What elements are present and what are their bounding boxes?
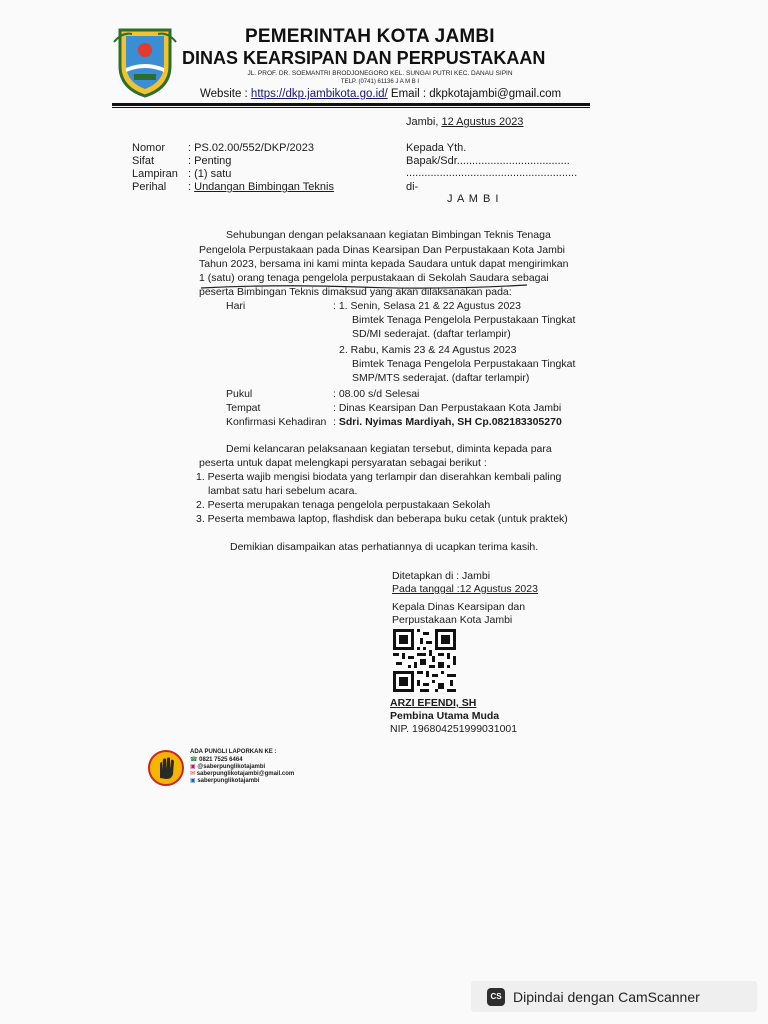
hari-item1: : 1. Senin, Selasa 21 & 22 Agustus 2023 [333, 300, 521, 312]
body-p1-line3: Tahun 2023, bersama ini kami minta kepada Saudara untuk dapat mengirimkan [199, 258, 569, 270]
signer-name: ARZI EFENDI, SH [390, 697, 477, 709]
hari-label: Hari [226, 300, 246, 312]
header-government: PEMERINTAH KOTA JAMBI [245, 26, 495, 47]
recipient-line3: ........................................................ [406, 167, 578, 179]
instagram-icon: ▣ [190, 764, 196, 770]
body-p2-line2: peserta untuk dapat melengkapi persyaratan sebagai berikut : [199, 457, 487, 469]
pungli-email: saberpunglikotajambi@gmail.com [196, 771, 295, 777]
phone-icon: ☎ [190, 757, 198, 763]
recipient-city: J A M B I [447, 193, 500, 205]
header-contact [200, 88, 561, 100]
pungli-hand-icon [148, 750, 184, 786]
sign-kepala-line1: Kepala Dinas Kearsipan dan [392, 601, 526, 613]
facebook-icon: ▣ [190, 778, 196, 784]
body-p1-line5: peserta Bimbingan Teknis dimaksud yang akan dilaksanakan pada: [199, 286, 512, 298]
letter-date [406, 116, 523, 128]
requirement-3: 3. Peserta membawa laptop, flashdisk dan beberapa buku cetak (untuk praktek) [196, 513, 568, 525]
pukul-value: : 08.00 s/d Selesai [333, 388, 420, 400]
email-label: Email : [387, 88, 430, 100]
qr-code-icon [393, 629, 456, 692]
requirement-2: 2. Peserta merupakan tenaga pengelola perpustakaan Sekolah [196, 499, 491, 511]
signer-nip: NIP. 196804251999031001 [390, 723, 518, 735]
pungli-facebook: saberpunglikotajambi [197, 778, 260, 784]
meta-nomor-value: : PS.02.00/552/DKP/2023 [188, 142, 314, 154]
camscanner-text: Dipindai dengan CamScanner [513, 988, 700, 1005]
hari-item1-desc1: Bimtek Tenaga Pengelola Perpustakaan Tingkat [352, 314, 576, 326]
konfirmasi-contact: Sdri. Nyimas Mardiyah, SH Cp.082183305270 [338, 416, 562, 428]
body-p2-line1: Demi kelancaran pelaksanaan kegiatan tersebut, diminta kepada para [226, 443, 552, 455]
header-rule-thick [112, 103, 590, 106]
hari-item2-desc1: Bimtek Tenaga Pengelola Perpustakaan Tingkat [352, 358, 576, 370]
tempat-label: Tempat [226, 402, 261, 414]
requirement-1-line1: 1. Peserta wajib mengisi biodata yang terlampir dan diserahkan kembali paling [196, 471, 562, 483]
date-value: 12 Agustus 2023 [441, 116, 524, 128]
konfirmasi-value [333, 416, 562, 428]
body-p1-line1: Sehubungan dengan pelaksanaan kegiatan Bimbingan Teknis Tenaga [226, 229, 551, 241]
meta-nomor-label: Nomor [132, 142, 166, 154]
header-address: JL. PROF. DR. SOEMANTRI BRODJONEGORO KEL. SUNGAI PUTRI KEC. DANAU SIPIN [247, 70, 513, 77]
city-emblem-icon [112, 22, 178, 98]
sign-pada-tanggal: Pada tanggal :12 Agustus 2023 [392, 583, 538, 595]
signer-rank: Pembina Utama Muda [390, 710, 500, 722]
website-label: Website : [200, 88, 251, 100]
pungli-instagram: @saberpunglikotajambi [197, 764, 266, 770]
recipient-line4: di- [406, 181, 419, 193]
hari-item2-desc2: SMP/MTS sederajat. (daftar terlampir) [352, 372, 530, 384]
konfirmasi-colon: : [333, 416, 339, 428]
pukul-label: Pukul [226, 388, 253, 400]
header-agency: DINAS KEARSIPAN DAN PERPUSTAKAAN [182, 48, 546, 68]
camscanner-icon: CS [487, 988, 505, 1006]
camscanner-watermark [471, 981, 757, 1012]
konfirmasi-label: Konfirmasi Kehadiran [226, 416, 327, 428]
body-p1-line2: Pengelola Perpustakaan pada Dinas Kearsipan Dan Perpustakaan Kota Jambi [199, 244, 565, 256]
pungli-phone: 0821 7525 6464 [199, 757, 243, 763]
hari-item1-desc2: SD/MI sederajat. (daftar terlampir) [352, 328, 511, 340]
body-p1-line4: 1 (satu) orang tenaga pengelola perpustakaan di Sekolah Saudara sebagai [199, 272, 549, 284]
requirement-1-line2: lambat satu hari sebelum acara. [208, 485, 358, 497]
tempat-value: : Dinas Kearsipan Dan Perpustakaan Kota Jambi [333, 402, 562, 414]
meta-lampiran-label: Lampiran [132, 168, 178, 180]
header-rule-thin [112, 107, 590, 108]
sign-kepala-line2: Perpustakaan Kota Jambi [392, 614, 513, 626]
meta-perihal-label: Perihal [132, 181, 167, 193]
pungli-title: ADA PUNGLI LAPORKAN KE : [190, 749, 277, 755]
email-address: dkpkotajambi@gmail.com [429, 88, 562, 100]
mail-icon: ✉ [190, 771, 196, 777]
perihal-colon: : [188, 181, 195, 193]
closing-text: Demikian disampaikan atas perhatiannya di ucapkan terima kasih. [230, 541, 539, 553]
header-telp: TELP. (0741) 61136 J A M B I [340, 79, 420, 85]
meta-perihal-value [188, 181, 334, 193]
sign-ditetapkan: Ditetapkan di : Jambi [392, 570, 491, 582]
recipient-line2: Bapak/Sdr..................................... [406, 155, 570, 167]
hari-item2: 2. Rabu, Kamis 23 & 24 Agustus 2023 [339, 344, 517, 356]
meta-lampiran-value: : (1) satu [188, 168, 232, 180]
perihal-text: Undangan Bimbingan Teknis [194, 181, 334, 193]
website-link[interactable]: https://dkp.jambikota.go.id/ [250, 88, 388, 100]
meta-sifat-value: : Penting [188, 155, 232, 167]
date-prefix: Jambi, [406, 116, 442, 128]
meta-sifat-label: Sifat [132, 155, 155, 167]
recipient-line1: Kepada Yth. [406, 142, 467, 154]
pungli-facebook-row [190, 778, 259, 785]
